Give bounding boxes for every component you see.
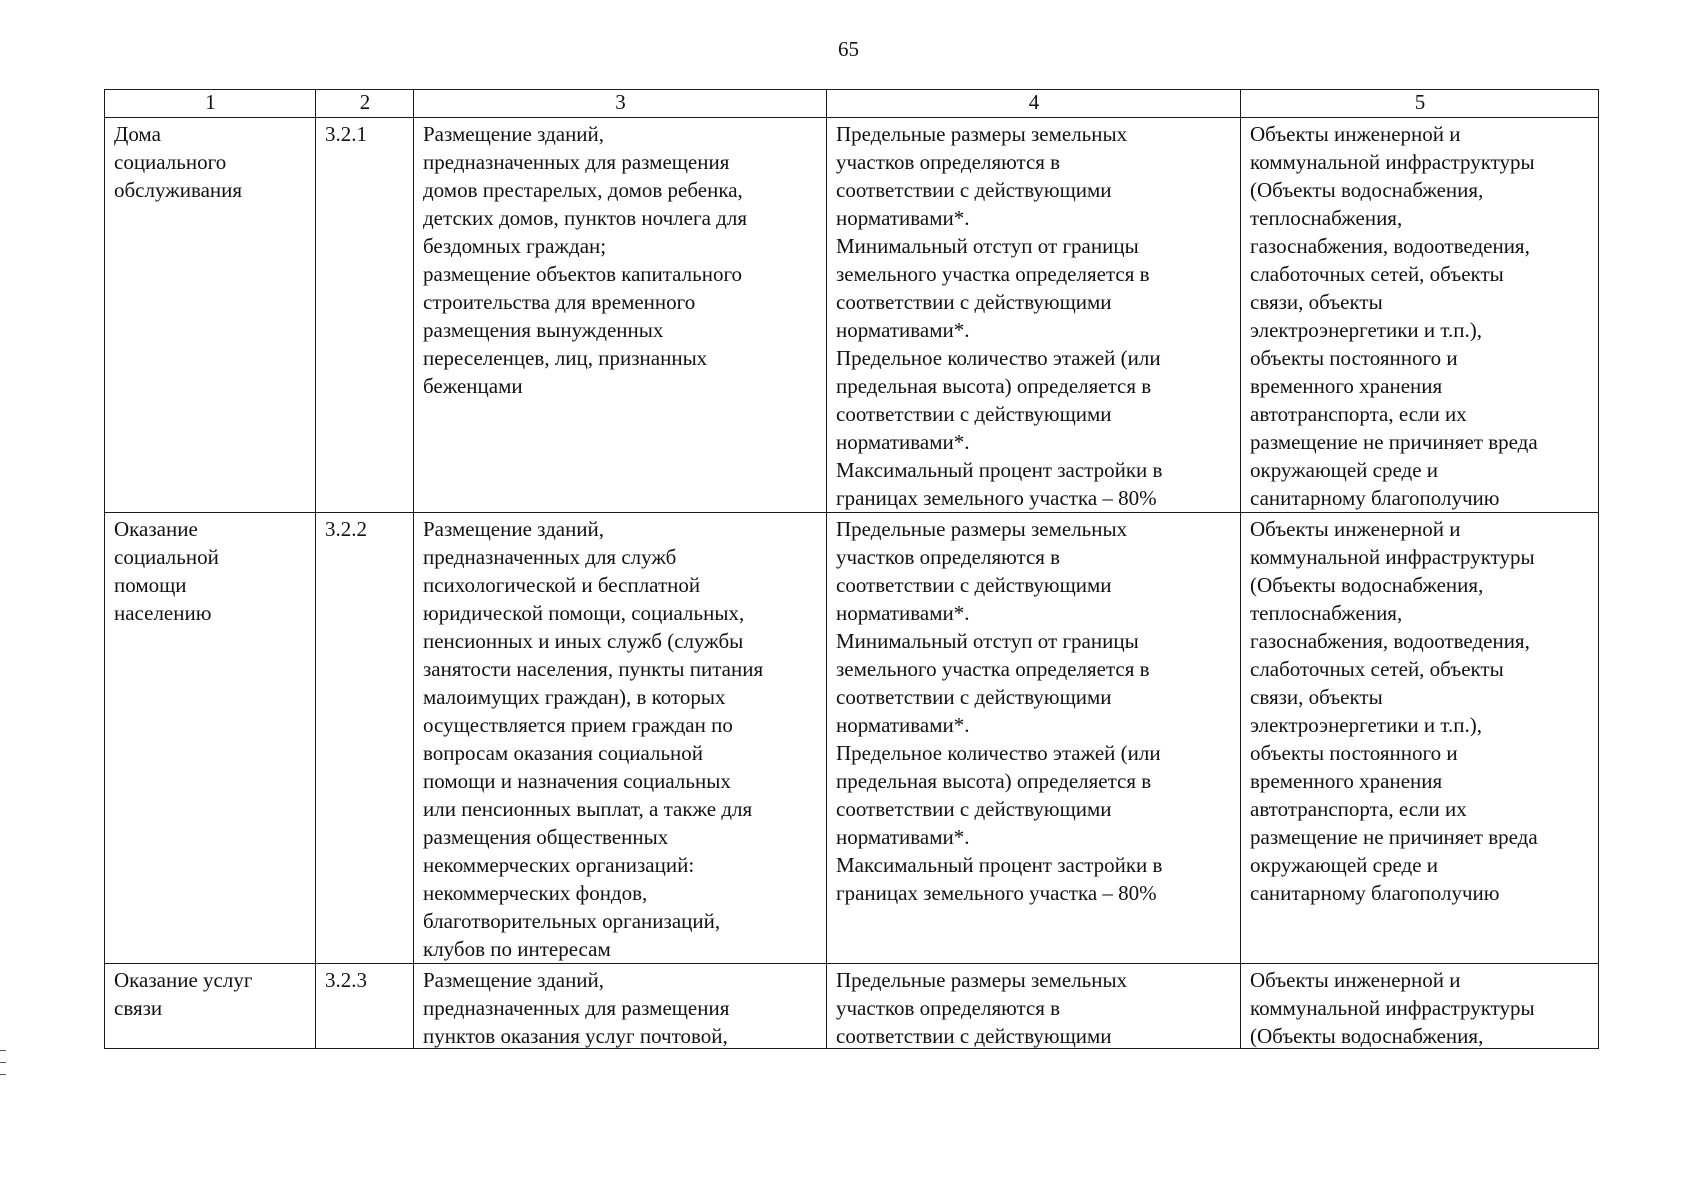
table-row bbox=[105, 118, 1599, 513]
parameters-cell bbox=[827, 964, 1241, 1049]
table-row bbox=[105, 964, 1599, 1049]
use-code-text: 3.2.3 bbox=[325, 968, 367, 992]
table-row bbox=[105, 513, 1599, 964]
use-code-cell: 3.2.1 bbox=[316, 118, 414, 513]
table-header-row bbox=[105, 90, 1599, 118]
use-description-cell: Размещение зданий, предназначенных для размещения домов престарелых, домов ребенка, детских домов, пунктов ночлега для бездомных граждан; размещение объектов капитального строительства для временного размещения вынужденных переселенцев, лиц, признанных беженцами bbox=[414, 118, 827, 513]
header-cell: 1 bbox=[105, 90, 316, 118]
header-cell: 3 bbox=[414, 90, 827, 118]
use-name-cell bbox=[105, 964, 316, 1049]
use-code-cell: 3.2.2 bbox=[316, 513, 414, 964]
use-description-cell bbox=[414, 964, 827, 1049]
auxiliary-uses-cell bbox=[1241, 964, 1599, 1049]
header-cell: 5 bbox=[1241, 90, 1599, 118]
header-cell: 4 bbox=[827, 90, 1241, 118]
parameters-cell: Предельные размеры земельных участков определяются в соответствии с действующими нормативами*. Минимальный отступ от границы земельного участка определяется в соответствии с действующими нормативами*. Предельное количество этажей (или предельная высота) определяется в соответствии с действующими нормативами*. Максимальный процент застройки в границах земельного участка – 80% bbox=[827, 513, 1241, 964]
auxiliary-uses-cell: Объекты инженерной и коммунальной инфраструктуры (Объекты водоснабжения, теплоснабжения, газоснабжения, водоотведения, слаботочных сетей, объекты связи, объекты электроэнергетики и т.п.), объекты постоянного и временного хранения автотранспорта, если их размещение не причиняет вреда окружающей среде и санитарному благополучию bbox=[1241, 118, 1599, 513]
use-name-cell: Оказание социальной помощи населению bbox=[105, 513, 316, 964]
use-name-cell: Дома социального обслуживания bbox=[105, 118, 316, 513]
page-number: 65 bbox=[838, 37, 859, 61]
use-description-text: Размещение зданий, предназначенных для размещения пунктов оказания услуг почтовой, bbox=[423, 968, 730, 1048]
use-description-cell: Размещение зданий, предназначенных для служб психологической и бесплатной юридической помощи, социальных, пенсионных и иных служб (службы занятости населения, пункты питания малоимущих граждан), в которых осуществляется прием граждан по вопросам оказания социальной помощи и назначения социальных или пенсионных выплат, а также для размещения общественных некоммерческих организаций: некоммерческих фондов, благотворительных организаций, клубов по интересам bbox=[414, 513, 827, 964]
use-code-cell bbox=[316, 964, 414, 1049]
header-cell: 2 bbox=[316, 90, 414, 118]
parameters-text: Предельные размеры земельных участков определяются в соответствии с действующими bbox=[836, 968, 1128, 1048]
parameters-cell: Предельные размеры земельных участков определяются в соответствии с действующими нормативами*. Минимальный отступ от границы земельного участка определяется в соответствии с действующими нормативами*. Предельное количество этажей (или предельная высота) определяется в соответствии с действующими нормативами*. Максимальный процент застройки в границах земельного участка – 80% bbox=[827, 118, 1241, 513]
land-use-table bbox=[104, 89, 1599, 1049]
use-name-text: Оказание услуг связи bbox=[114, 968, 253, 1020]
auxiliary-uses-cell: Объекты инженерной и коммунальной инфраструктуры (Объекты водоснабжения, теплоснабжения, газоснабжения, водоотведения, слаботочных сетей, объекты связи, объекты электроэнергетики и т.п.), объекты постоянного и временного хранения автотранспорта, если их размещение не причиняет вреда окружающей среде и санитарному благополучию bbox=[1241, 513, 1599, 964]
scan-edge-marks bbox=[0, 1050, 6, 1090]
auxiliary-uses-text: Объекты инженерной и коммунальной инфраструктуры (Объекты водоснабжения, bbox=[1250, 968, 1535, 1048]
